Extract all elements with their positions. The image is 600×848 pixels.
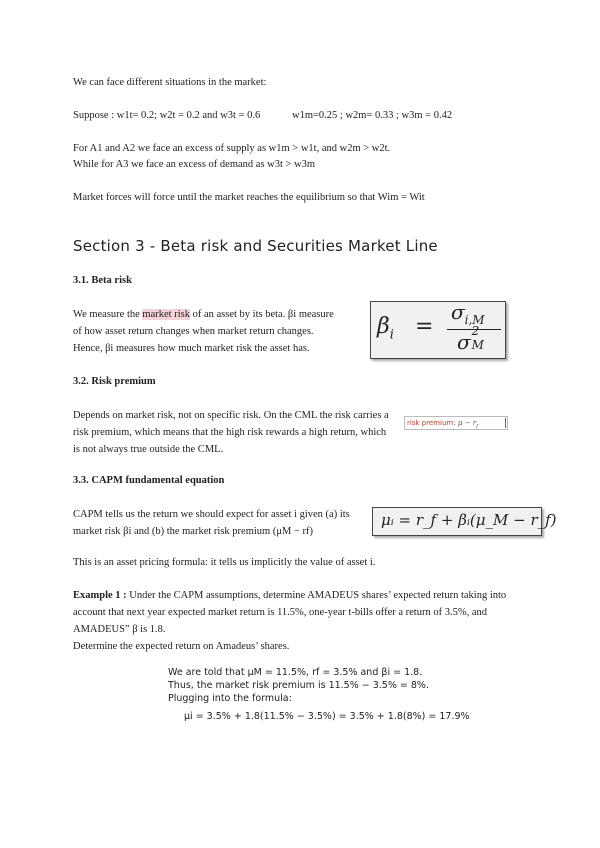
beta-heading: 3.1. Beta risk [73, 275, 132, 286]
risk-premium-label: risk premium: [407, 419, 456, 427]
example-line-4: Determine the expected return on Amadeus’ shares. [73, 641, 290, 652]
solution-line-2: Thus, the market risk premium is 11.5% − 3.5% = 8%. [168, 680, 429, 691]
capm-heading: 3.3. CAPM fundamental equation [73, 475, 225, 486]
beta-formula-lhs [377, 314, 394, 342]
sigma-num: σ [451, 300, 465, 324]
solution-line-3: Plugging into the formula: [168, 693, 292, 704]
beta-line-3: Hence, βi measures how much market risk the asset has. [73, 343, 310, 354]
beta-formula-box [370, 301, 506, 359]
sigma-num-sub: i,M [464, 313, 485, 327]
premium-line-1: Depends on market risk, not on specific risk. On the CML the risk carries a [73, 410, 389, 421]
section-title: Section 3 - Beta risk and Securities Market Line [73, 237, 438, 255]
risk-premium-box [404, 416, 508, 430]
sigma-den-sup: 2 [471, 324, 480, 338]
sigma-den-sub: M [471, 338, 484, 352]
beta-formula-numerator [451, 300, 485, 327]
beta-line-1 [73, 308, 334, 321]
example-label: Example 1 : [73, 590, 127, 601]
beta-line-1-pre: We measure the [73, 309, 143, 320]
capm-formula: μᵢ = r_f + βᵢ(μ_M − r_f) [381, 511, 557, 529]
example-line-1-text: Under the CAPM assumptions, determine AMADEUS shares’ expected return taking into [126, 590, 507, 601]
beta-formula-equals: = [415, 314, 434, 339]
example-line-1 [73, 589, 506, 602]
beta-line-2: of how asset return changes when market return changes. [73, 326, 314, 337]
solution-line-1: We are told that μM = 11.5%, rf = 3.5% and βi = 1.8. [168, 667, 423, 678]
intro-line-3a: For A1 and A2 we face an excess of supply as w1m > w1t, and w2m > w2t. [73, 143, 391, 154]
capm-line-1: CAPM tells us the return we should expect for asset i given (a) its [73, 509, 350, 520]
suppose-line-right: w1m=0.25 ; w2m= 0.33 ; w3m = 0.42 [292, 110, 453, 121]
beta-line-1-post: of an asset by its beta. βi measure [189, 309, 334, 320]
market-risk-highlight: market risk [142, 309, 190, 320]
sigma-den: σ [457, 330, 471, 354]
capm-formula-box [372, 507, 557, 536]
risk-premium-formula: $\mu - r_f$ [457, 419, 478, 430]
intro-line-3b: While for A3 we face an excess of demand as w3t > w3m [73, 159, 316, 170]
capm-line-2: market risk βi and (b) the market risk premium (μM − rf) [73, 526, 313, 537]
beta-symbol: β [377, 314, 390, 339]
suppose-line-left: Suppose : w1t= 0.2; w2t = 0.2 and w3t = 0.6 [73, 110, 261, 121]
example-line-2: account that next year expected market return is 11.5%, one-year t-bills offer a return of 3.5%, and [73, 607, 488, 618]
premium-line-3: is not always true outside the CML. [73, 444, 224, 455]
intro-line-1: We can face different situations in the market: [73, 77, 267, 88]
premium-heading: 3.2. Risk premium [73, 376, 156, 387]
cursor-marker [505, 418, 506, 428]
solution-line-4: μi = 3.5% + 1.8(11.5% − 3.5%) = 3.5% + 1.8(8%) = 17.9% [184, 711, 470, 722]
example-line-3: AMADEUS” β is 1.8. [73, 624, 166, 635]
intro-line-4: Market forces will force until the market reaches the equilibrium so that Wim = Wit [73, 192, 425, 203]
beta-symbol-sub: i [389, 327, 394, 343]
premium-line-2: risk premium, which means that the high risk rewards a high return, which [73, 427, 387, 438]
beta-formula-denominator [457, 324, 484, 354]
capm-line-3: This is an asset pricing formula: it tells us implicitly the value of asset i. [73, 557, 376, 568]
